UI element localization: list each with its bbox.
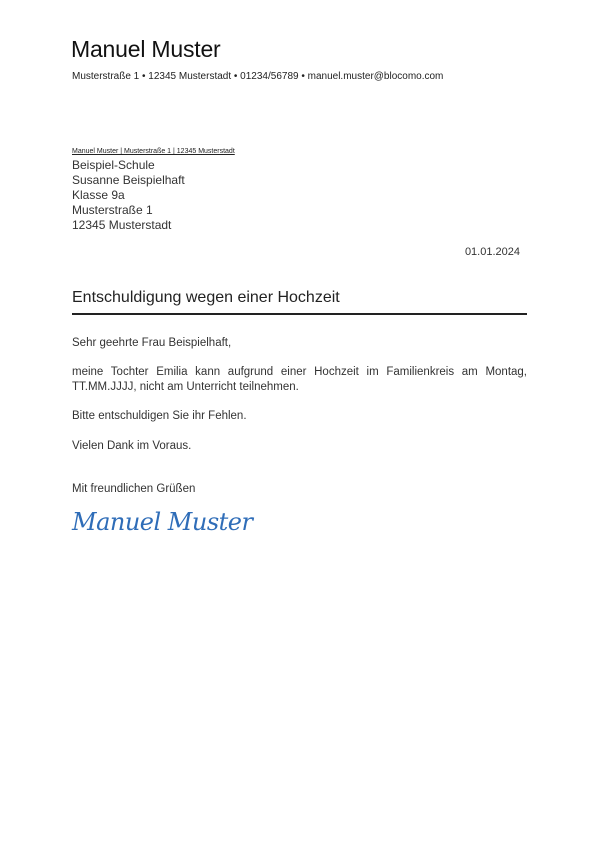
body-paragraph: meine Tochter Emilia kann aufgrund einer Hochzeit im Familienkreis am Montag, TT.MM.JJJJ, nicht am Unterricht teilnehmen. (72, 366, 527, 393)
letter-date: 01.01.2024 (464, 246, 520, 258)
recipient-line: Musterstraße 1 (72, 203, 153, 217)
body-paragraph: Vielen Dank im Voraus. (72, 440, 192, 452)
return-address-line: Manuel Muster | Musterstraße 1 | 12345 Musterstadt (72, 148, 235, 155)
letter-subject: Entschuldigung wegen einer Hochzeit (72, 289, 340, 306)
recipient-line: 12345 Musterstadt (72, 218, 172, 232)
sender-contact: Musterstraße 1 • 12345 Musterstadt • 01234/56789 • manuel.muster@blocomo.com (72, 71, 444, 82)
subject-divider (72, 313, 527, 315)
closing: Mit freundlichen Grüßen (72, 483, 196, 495)
recipient-line: Beispiel-Schule (72, 158, 155, 172)
sender-name: Manuel Muster (71, 36, 221, 62)
recipient-line: Susanne Beispielhaft (72, 173, 185, 187)
recipient-address (72, 158, 185, 233)
recipient-line: Klasse 9a (72, 188, 125, 202)
salutation: Sehr geehrte Frau Beispielhaft, (72, 337, 232, 349)
signature: Manuel Muster (72, 508, 253, 536)
body-paragraph: Bitte entschuldigen Sie ihr Fehlen. (72, 410, 247, 422)
